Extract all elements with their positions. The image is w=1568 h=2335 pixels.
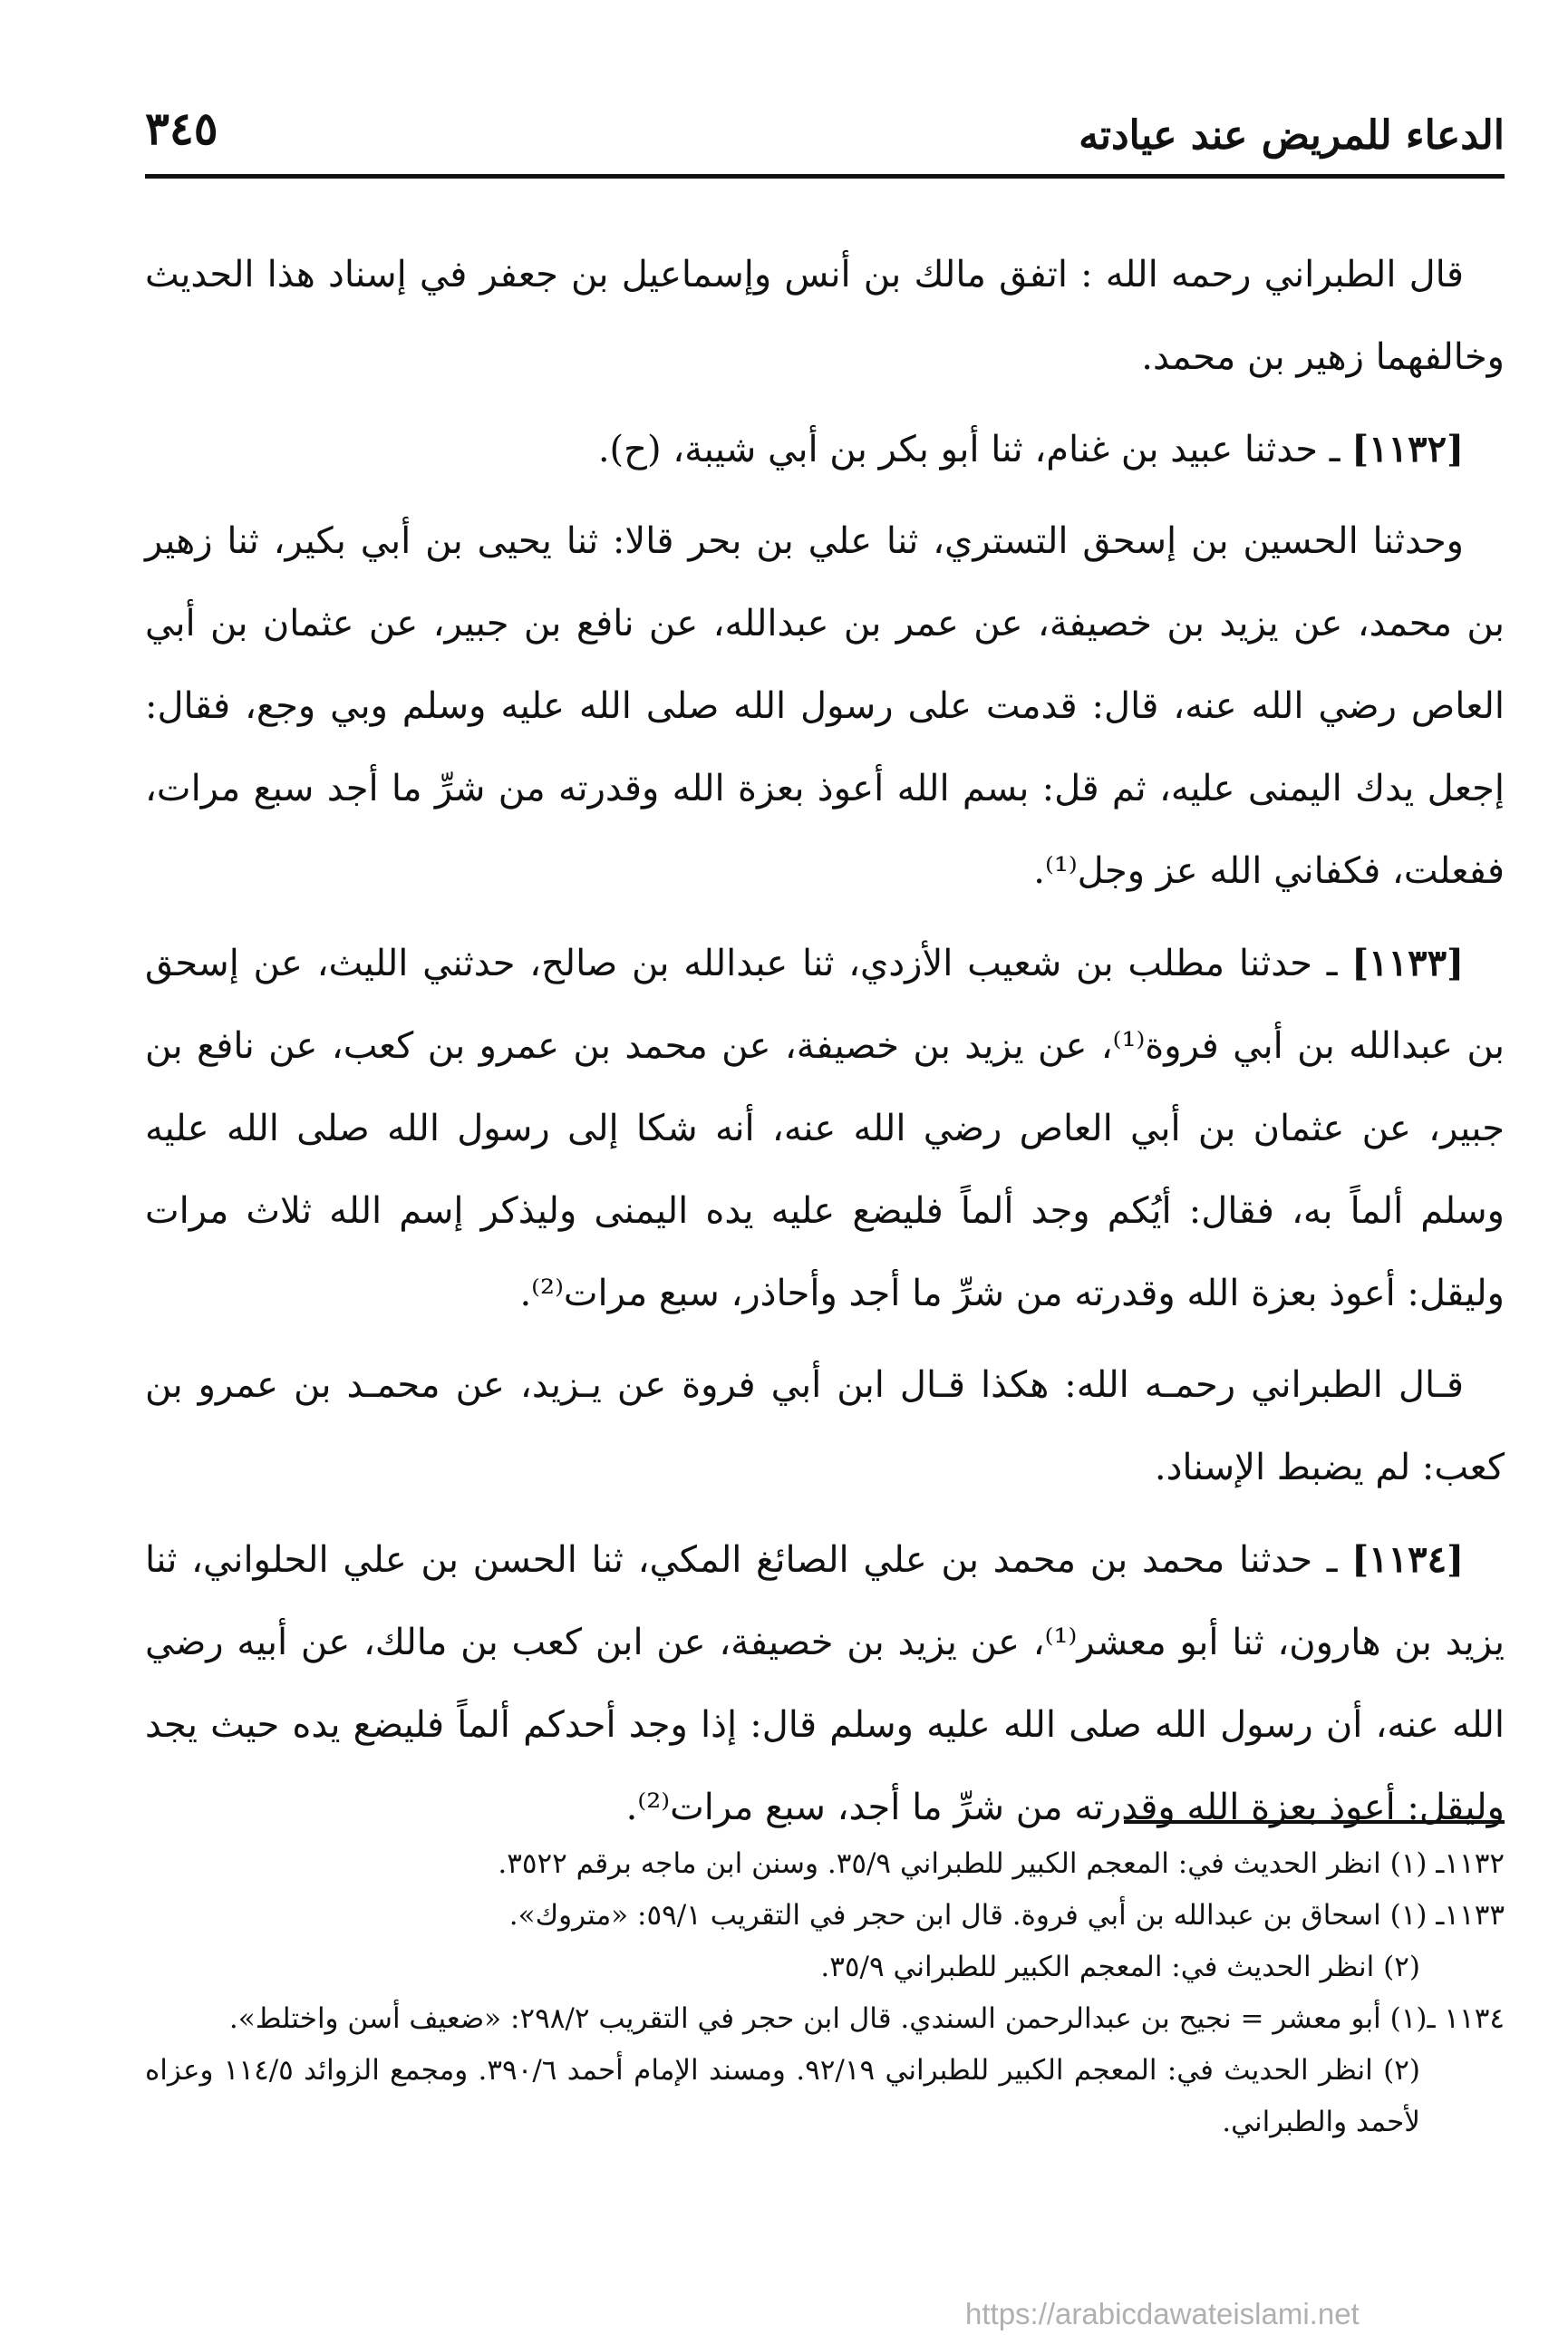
footnote: ١١٣٢ـ (١) انظر الحديث في: المعجم الكبير للطبراني ٣٥/٩. وسنن ابن ماجه برقم ٣٥٢٢. [498,1847,1505,1880]
page-number: ٣٤٥ [145,102,218,155]
watermark-url: https://arabicdawateislami.net [965,2297,1360,2330]
footnote-rule [1124,1820,1505,1824]
running-header [145,89,1505,172]
paragraph [145,234,1505,399]
footnotes [145,1838,1505,2148]
hadith-paragraph [145,1518,1505,1849]
footnote: (٢) انظر الحديث في: المعجم الكبير للطبراني ٩٢/١٩. ومسند الإمام أحمد ٣٩٠/٦. ومجمع الزوائد ١١٤/٥ وعزاه لأحمد والطبراني. [145,2054,1421,2138]
chapter-title: الدعاء للمريض عند عيادته [1079,112,1505,159]
footnote: ١١٣٤ ـ(١) أبو معشر = نجيح بن عبدالرحمن السندي. قال ابن حجر في التقريب ٢٩٨/٢: «ضعيف أسن واختلط». [228,2002,1505,2035]
main-text [145,234,1505,1849]
paragraph-text: قال الطبراني رحمه الله : اتفق مالك بن أنس وإسماعيل بن جعفر في إسناد هذا الحديث وخالفهما زهير بن محمد. [145,254,1505,378]
hadith-number: [١١٣٤] [1351,1538,1464,1581]
footnote: (٢) انظر الحديث في: المعجم الكبير للطبراني ٣٥/٩. [820,1951,1420,1983]
paragraph [145,1344,1505,1509]
hadith-paragraph [145,922,1505,1335]
paragraph-text: ـ حدثنا محمد بن محمد بن علي الصائغ المكي، ثنا الحسن بن علي الحلواني، ثنا يزيد بن هارون، ثنا أبو معشر⁽¹⁾، عن يزيد بن خصيفة، عن ابن كعب بن مالك، عن أبيه رضي الله عنه، أن رسول الله صلى الله عليه وسلم قال: إذا وجد أحدكم ألماً فليضع يده حيث يجد وليقل: أعوذ بعزة الله وقدرته من شرِّ ما أجد، سبع مرات⁽²⁾. [145,1539,1505,1828]
paragraph-text: ـ حدثنا عبيد بن غنام، ثنا أبو بكر بن أبي شيبة، (ح). [597,429,1341,470]
hadith-number: [١١٣٢] [1351,428,1464,470]
hadith-paragraph [145,408,1505,491]
hadith-number: [١١٣٣] [1351,942,1464,984]
paragraph [145,500,1505,913]
paragraph-text: قـال الطبراني رحمـه الله: هكذا قـال ابن أبي فروة عن يـزيد، عن محمـد بن عمرو بن كعب: لم يضبط الإسناد. [145,1364,1505,1488]
header-rule [145,174,1505,179]
paragraph-text: وحدثنا الحسين بن إسحق التستري، ثنا علي بن بحر قالا: ثنا يحيى بن أبي بكير، ثنا زهير بن محمد، عن يزيد بن خصيفة، عن عمر بن عبدالله، عن نافع بن جبير، عن عثمان بن أبي العاص رضي الله عنه، قال: قدمت على رسول الله صلى الله عليه وسلم وبي وجع، فقال: إجعل يدك اليمنى عليه، ثم قل: بسم الله أعوذ بعزة الله وقدرته من شرِّ ما أجد سبع مرات، ففعلت، فكفاني الله عز وجل⁽¹⁾. [145,520,1505,892]
paragraph-text: ـ حدثنا مطلب بن شعيب الأزدي، ثنا عبدالله بن صالح، حدثني الليث، عن إسحق بن عبدالله بن أبي فروة⁽¹⁾، عن يزيد بن خصيفة، عن محمد بن عمرو بن كعب، عن نافع بن جبير، عن عثمان بن أبي العاص رضي الله عنه، أنه شكا إلى رسول الله صلى الله عليه وسلم ألماً به، فقال: أيُكم وجد ألماً فليضع عليه يده اليمنى وليذكر إسم الله ثلاث مرات وليقل: أعوذ بعزة الله وقدرته من شرِّ ما أجد وأحاذر، سبع مرات⁽²⁾. [145,943,1505,1314]
footnote: ١١٣٣ـ (١) اسحاق بن عبدالله بن أبي فروة. قال ابن حجر في التقريب ٥٩/١: «متروك». [508,1899,1505,1932]
